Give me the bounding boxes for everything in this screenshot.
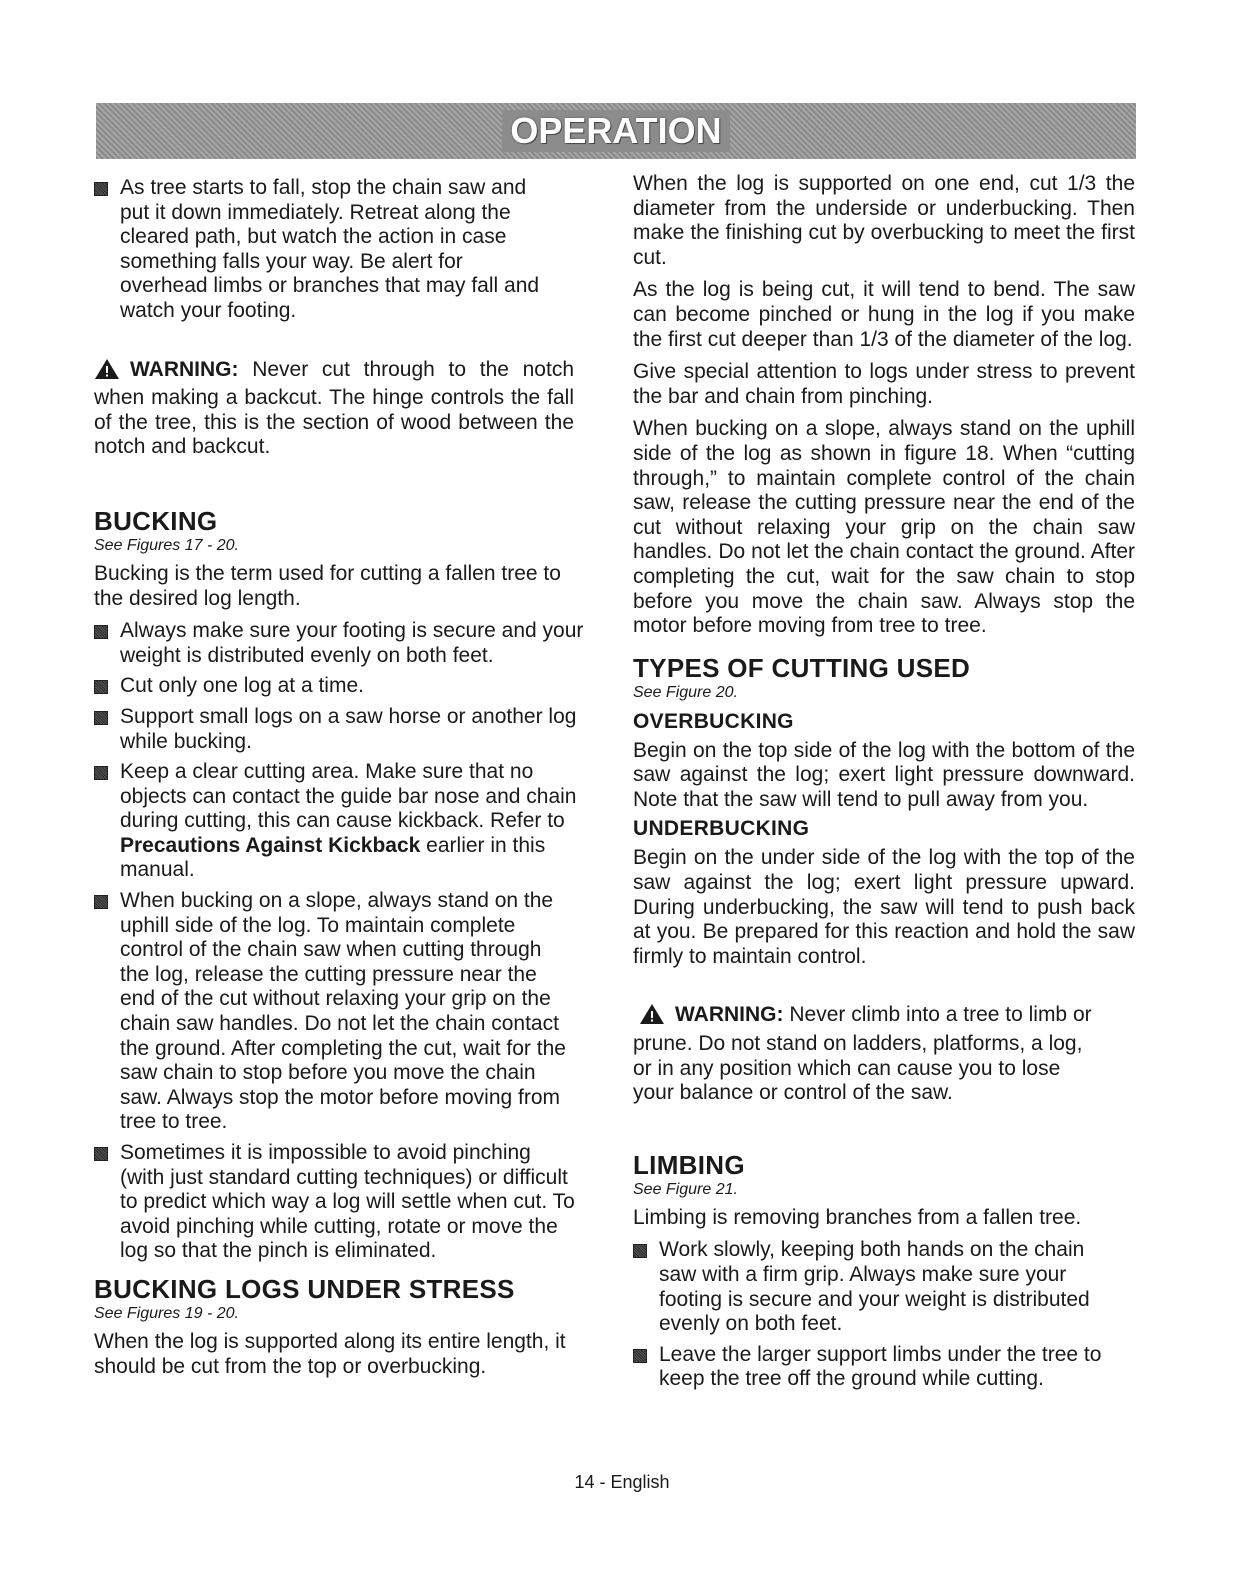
bullet-icon: [633, 1244, 647, 1258]
limbing-heading: LIMBING: [633, 1149, 745, 1180]
warning-triangle-icon: [639, 1003, 669, 1032]
kickback-reference: Precautions Against Kickback: [120, 833, 421, 857]
warning-block-climbing: [633, 1003, 1103, 1105]
list-item: Cut only one log at a time.: [94, 674, 594, 699]
section-title: OPERATION: [502, 110, 729, 152]
list-item: Always make sure your footing is secure and your weight is distributed evenly on both feet.: [94, 619, 594, 668]
bucking-intro: Bucking is the term used for cutting a fallen tree to the desired log length.: [94, 561, 561, 610]
bucking-heading: BUCKING: [94, 505, 218, 536]
types-figure-ref: See Figure 20.: [633, 683, 738, 701]
bullet-icon: [94, 182, 108, 196]
bullet-icon: [633, 1349, 647, 1363]
limbing-intro: Limbing is removing branches from a fallen tree.: [633, 1205, 1082, 1229]
overbucking-text: Begin on the top side of the log with the bottom of the saw against the log; exert light pressure downward. Note that the saw will tend to pull away from you.: [633, 738, 1135, 811]
warning-triangle-icon: [94, 358, 124, 387]
paragraph: Give special attention to logs under stress to prevent the bar and chain from pinching.: [633, 360, 1135, 408]
bullet-icon: [94, 625, 108, 639]
page-number: 14 - English: [574, 1472, 670, 1492]
stress-text: When the log is supported along its entire length, it should be cut from the top or overbucking.: [94, 1329, 566, 1378]
bullet-icon: [94, 1147, 108, 1161]
warning-block-backcut: [94, 358, 574, 460]
stress-figure-ref: See Figures 19 - 20.: [94, 1304, 239, 1322]
types-heading: TYPES OF CUTTING USED: [633, 652, 971, 683]
paragraph: As the log is being cut, it will tend to bend. The saw can become pinched or hung in the log if you make the first cut deeper than 1/3 of the diameter of the log.: [633, 278, 1135, 351]
list-item: When bucking on a slope, always stand on the uphill side of the log. To maintain complete control of the chain saw when cutting through the log, release the cutting pressure near the end of the cut without relaxing your grip on the chain saw handles. Do not let the chain contact the ground. After completing the cut, wait for the saw chain to stop before you move the chain saw. Always stop the motor before moving from tree to tree.: [94, 889, 570, 1135]
bullet-icon: [94, 895, 108, 909]
warning-text: Never climb into a tree to limb or prune. Do not stand on ladders, platforms, a log, or in any position which can cause you to lose your balance or control of the saw.: [633, 1003, 1092, 1105]
overbucking-heading: OVERBUCKING: [633, 709, 794, 733]
bucking-list: [94, 619, 594, 1264]
left-column: [94, 176, 594, 1379]
bullet-icon: [94, 711, 108, 725]
list-item: Sometimes it is impossible to avoid pinching (with just standard cutting techniques) or difficult to predict which way a log will settle when cut. To avoid pinching while cutting, rotate or move the log so that the pinch is eliminated.: [94, 1141, 580, 1264]
warning-text: Never cut through to the notch when making a backcut. The hinge controls the fall of the tree, this is the section of wood between the notch and backcut.: [94, 357, 574, 459]
right-column: [633, 172, 1135, 1398]
list-item: As tree starts to fall, stop the chain saw and put it down immediately. Retreat along the cleared path, but watch the action in case something falls your way. Be alert for overhead limbs or branches that may fall and watch your footing.: [94, 176, 554, 324]
limbing-figure-ref: See Figure 21.: [633, 1180, 738, 1198]
bucking-figure-ref: See Figures 17 - 20.: [94, 536, 239, 554]
stress-heading: BUCKING LOGS UNDER STRESS: [94, 1273, 515, 1304]
paragraph: When bucking on a slope, always stand on the uphill side of the log as shown in figure 18. When “cutting through,” to maintain complete control of the chain saw, release the cutting pressure near the end of the cut without relaxing your grip on the chain saw handles. Do not let the chain contact the ground. After completing the cut, wait for the saw chain to stop before you move the chain saw. Always stop the motor before moving from tree to tree.: [633, 417, 1135, 638]
underbucking-text: Begin on the under side of the log with the top of the saw against the log; exert light pressure upward. During underbucking, the saw will tend to push back at you. Be prepared for this reaction and hold the saw firmly to maintain control.: [633, 846, 1135, 968]
list-item: Work slowly, keeping both hands on the chain saw with a firm grip. Always make sure your footing is secure and your weight is distributed evenly on both feet.: [633, 1238, 1103, 1336]
warning-label: WARNING:: [675, 1003, 784, 1027]
list-item: Support small logs on a saw horse or another log while bucking.: [94, 705, 594, 754]
limbing-list: [633, 1238, 1103, 1392]
list-item: Keep a clear cutting area. Make sure that no objects can contact the guide bar nose and chain during cutting, this can cause kickback. Refer to Precautions Against Kickback earlier in this manual.: [94, 760, 594, 883]
intro-list: [94, 176, 554, 324]
bullet-icon: [94, 680, 108, 694]
paragraph: When the log is supported on one end, cut 1/3 the diameter from the underside or underbucking. Then make the finishing cut by overbucking to meet the first cut.: [633, 172, 1135, 269]
list-item: Leave the larger support limbs under the tree to keep the tree off the ground while cutting.: [633, 1343, 1103, 1392]
section-banner: [96, 103, 1136, 159]
warning-label: WARNING:: [130, 357, 239, 381]
bullet-icon: [94, 766, 108, 780]
underbucking-heading: UNDERBUCKING: [633, 817, 810, 841]
